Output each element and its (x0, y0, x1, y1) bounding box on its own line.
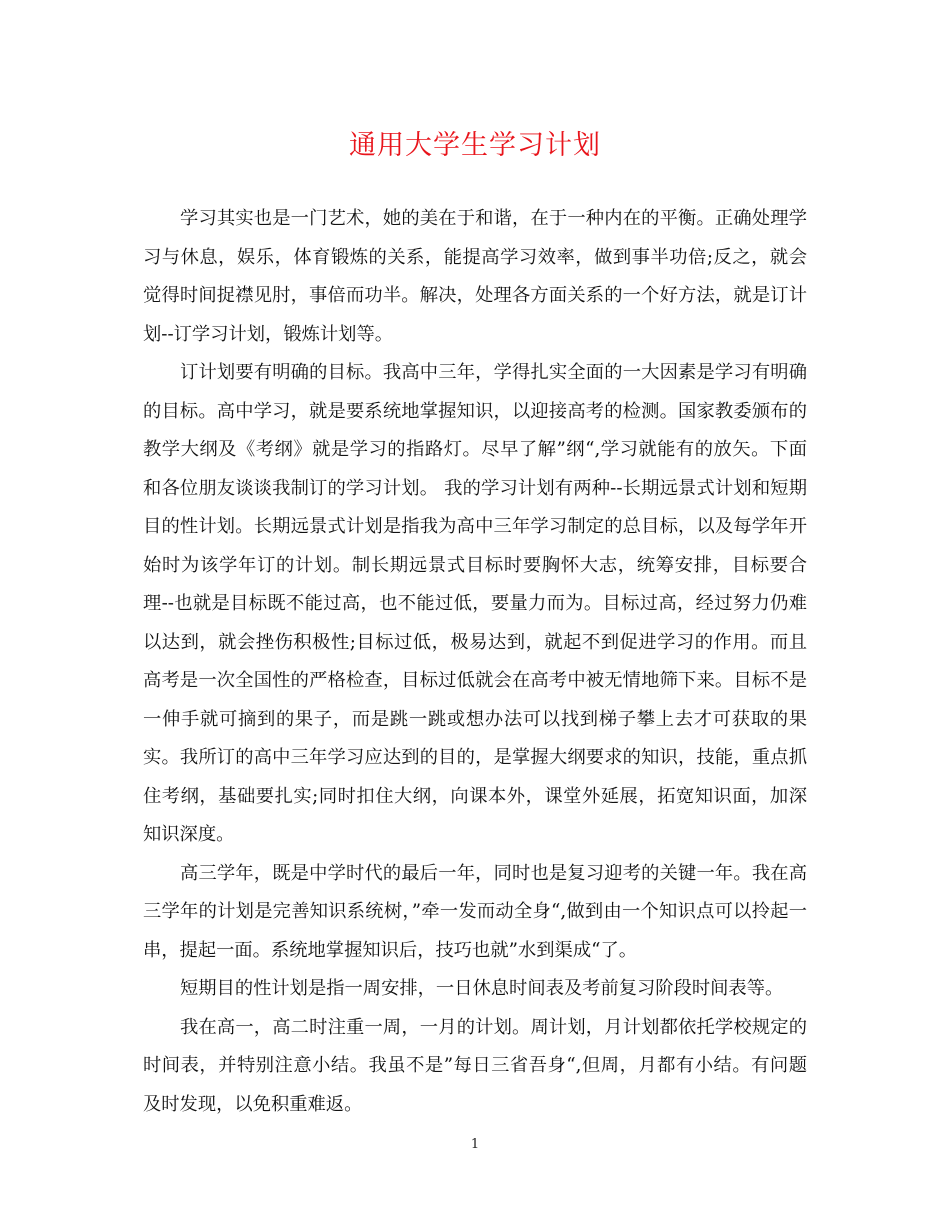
paragraph-4: 短期目的性计划是指一周安排，一日休息时间表及考前复习阶段时间表等。 (180, 978, 784, 999)
paragraph-3: 高三学年，既是中学时代的最后一年，同时也是复习迎考的关键一年。我在高三学年的计划是完善知识系统树，”牵一发而动全身“,做到由一个知识点可以拎起一串，提起一面。系统地掌握知识后，技巧也就”水到渠成“了。 (143, 862, 807, 961)
paragraph-2: 订计划要有明确的目标。我高中三年，学得扎实全面的一大因素是学习有明确的目标。高中学习，就是要系统地掌握知识，以迎接高考的检测。国家教委颁布的教学大纲及《考纲》就是学习的指路灯。尽早了解”纲“,学习就能有的放矢。下面和各位朋友谈谈我制订的学习计划。 我的学习计划有两种--长期远景式计划和短期目的性计划。长期远景式计划是指我为高中三年学习制定的总目标，以及每学年开始时为该学年订的计划。制长期远景式目标时要胸怀大志，统筹安排，目标要合理--也就是目标既不能过高，也不能过低，要量力而为。目标过高，经过努力仍难以达到，就会挫伤积极性;目标过低，极易达到，就起不到促进学习的作用。而且高考是一次全国性的严格检查，目标过低就会在高考中被无情地筛下来。目标不是一伸手就可摘到的果子，而是跳一跳或想办法可以找到梯子攀上去才可获取的果实。我所订的高中三年学习应达到的目的，是掌握大纲要求的知识，技能，重点抓住考纲，基础要扎实;同时扣住大纲，向课本外，课堂外延展，拓宽知识面，加深知识深度。 (143, 362, 807, 845)
page-number: 1 (470, 1137, 480, 1152)
document-body (143, 200, 807, 1124)
document-title: 通用大学生学习计划 (349, 130, 601, 161)
paragraph-1: 学习其实也是一门艺术，她的美在于和谐，在于一种内在的平衡。正确处理学习与休息，娱乐，体育锻炼的关系，能提高学习效率，做到事半功倍;反之，就会觉得时间捉襟见肘，事倍而功半。解决，处理各方面关系的一个好方法，就是订计划--订学习计划，锻炼计划等。 (143, 208, 807, 345)
paragraph-5: 我在高一，高二时注重一周，一月的计划。周计划，月计划都依托学校规定的时间表，并特别注意小结。我虽不是”每日三省吾身“,但周，月都有小结。有问题及时发现，以免积重难返。 (143, 1016, 807, 1115)
